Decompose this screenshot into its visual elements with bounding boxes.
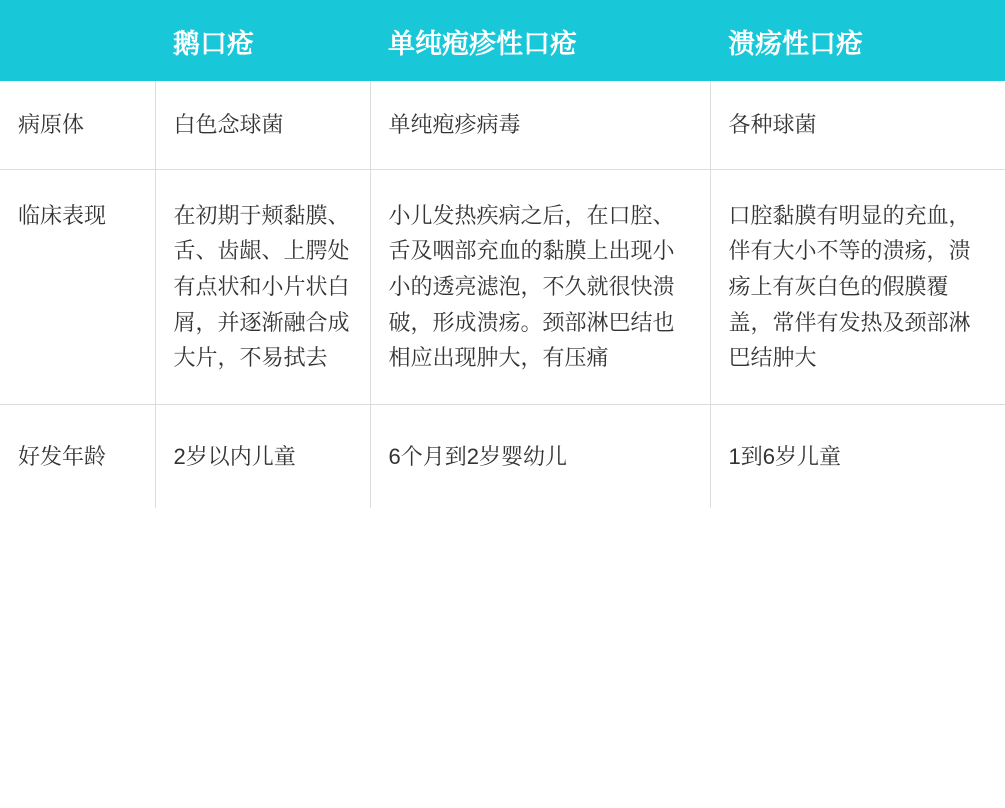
row-label-pathogen — [0, 81, 155, 169]
cell-clinical-herpetic — [370, 169, 710, 404]
cell-age-thrush — [155, 404, 370, 508]
row-label-text: 好发年龄 — [18, 443, 107, 469]
cell-text: 在初期于颊黏膜、舌、齿龈、上腭处有点状和小片状白屑，并逐渐融合成大片，不易拭去 — [173, 202, 350, 371]
header-label-ulcerative: 溃疡性口疮 — [728, 29, 863, 59]
header-cell-corner — [0, 0, 155, 81]
row-label-text: 临床表现 — [18, 202, 107, 228]
table-header — [0, 0, 1005, 81]
row-label-clinical — [0, 169, 155, 404]
cell-text: 6个月到2岁婴幼儿 — [388, 443, 567, 469]
cell-pathogen-ulcerative — [710, 81, 1005, 169]
header-label-herpetic: 单纯疱疹性口疮 — [388, 29, 577, 59]
cell-text: 白色念球菌 — [173, 112, 284, 137]
cell-age-ulcerative — [710, 404, 1005, 508]
row-label-age — [0, 404, 155, 508]
cell-text: 单纯疱疹病毒 — [388, 112, 521, 137]
cell-clinical-ulcerative — [710, 169, 1005, 404]
header-label-thrush: 鹅口疮 — [173, 29, 254, 59]
cell-pathogen-thrush — [155, 81, 370, 169]
cell-clinical-thrush — [155, 169, 370, 404]
cell-age-herpetic — [370, 404, 710, 508]
row-label-text: 病原体 — [18, 112, 85, 137]
cell-text: 口腔黏膜有明显的充血，伴有大小不等的溃疡，溃疡上有灰白色的假膜覆盖，常伴有发热及颈部淋巴结肿大 — [728, 202, 971, 371]
table-body — [0, 81, 1005, 508]
cell-text: 各种球菌 — [728, 112, 817, 137]
cell-text: 小儿发热疾病之后，在口腔、舌及咽部充血的黏膜上出现小小的透亮滤泡，不久就很快溃破，形成溃疡。颈部淋巴结也相应出现肿大，有压痛 — [388, 202, 675, 371]
table-header-row — [0, 0, 1005, 81]
cell-pathogen-herpetic — [370, 81, 710, 169]
cell-text: 1到6岁儿童 — [728, 443, 841, 469]
table-row — [0, 404, 1005, 508]
header-cell-herpetic — [370, 0, 710, 81]
table-row — [0, 169, 1005, 404]
table-row — [0, 81, 1005, 169]
cell-text: 2岁以内儿童 — [173, 443, 296, 469]
header-cell-ulcerative — [710, 0, 1005, 81]
header-cell-thrush — [155, 0, 370, 81]
